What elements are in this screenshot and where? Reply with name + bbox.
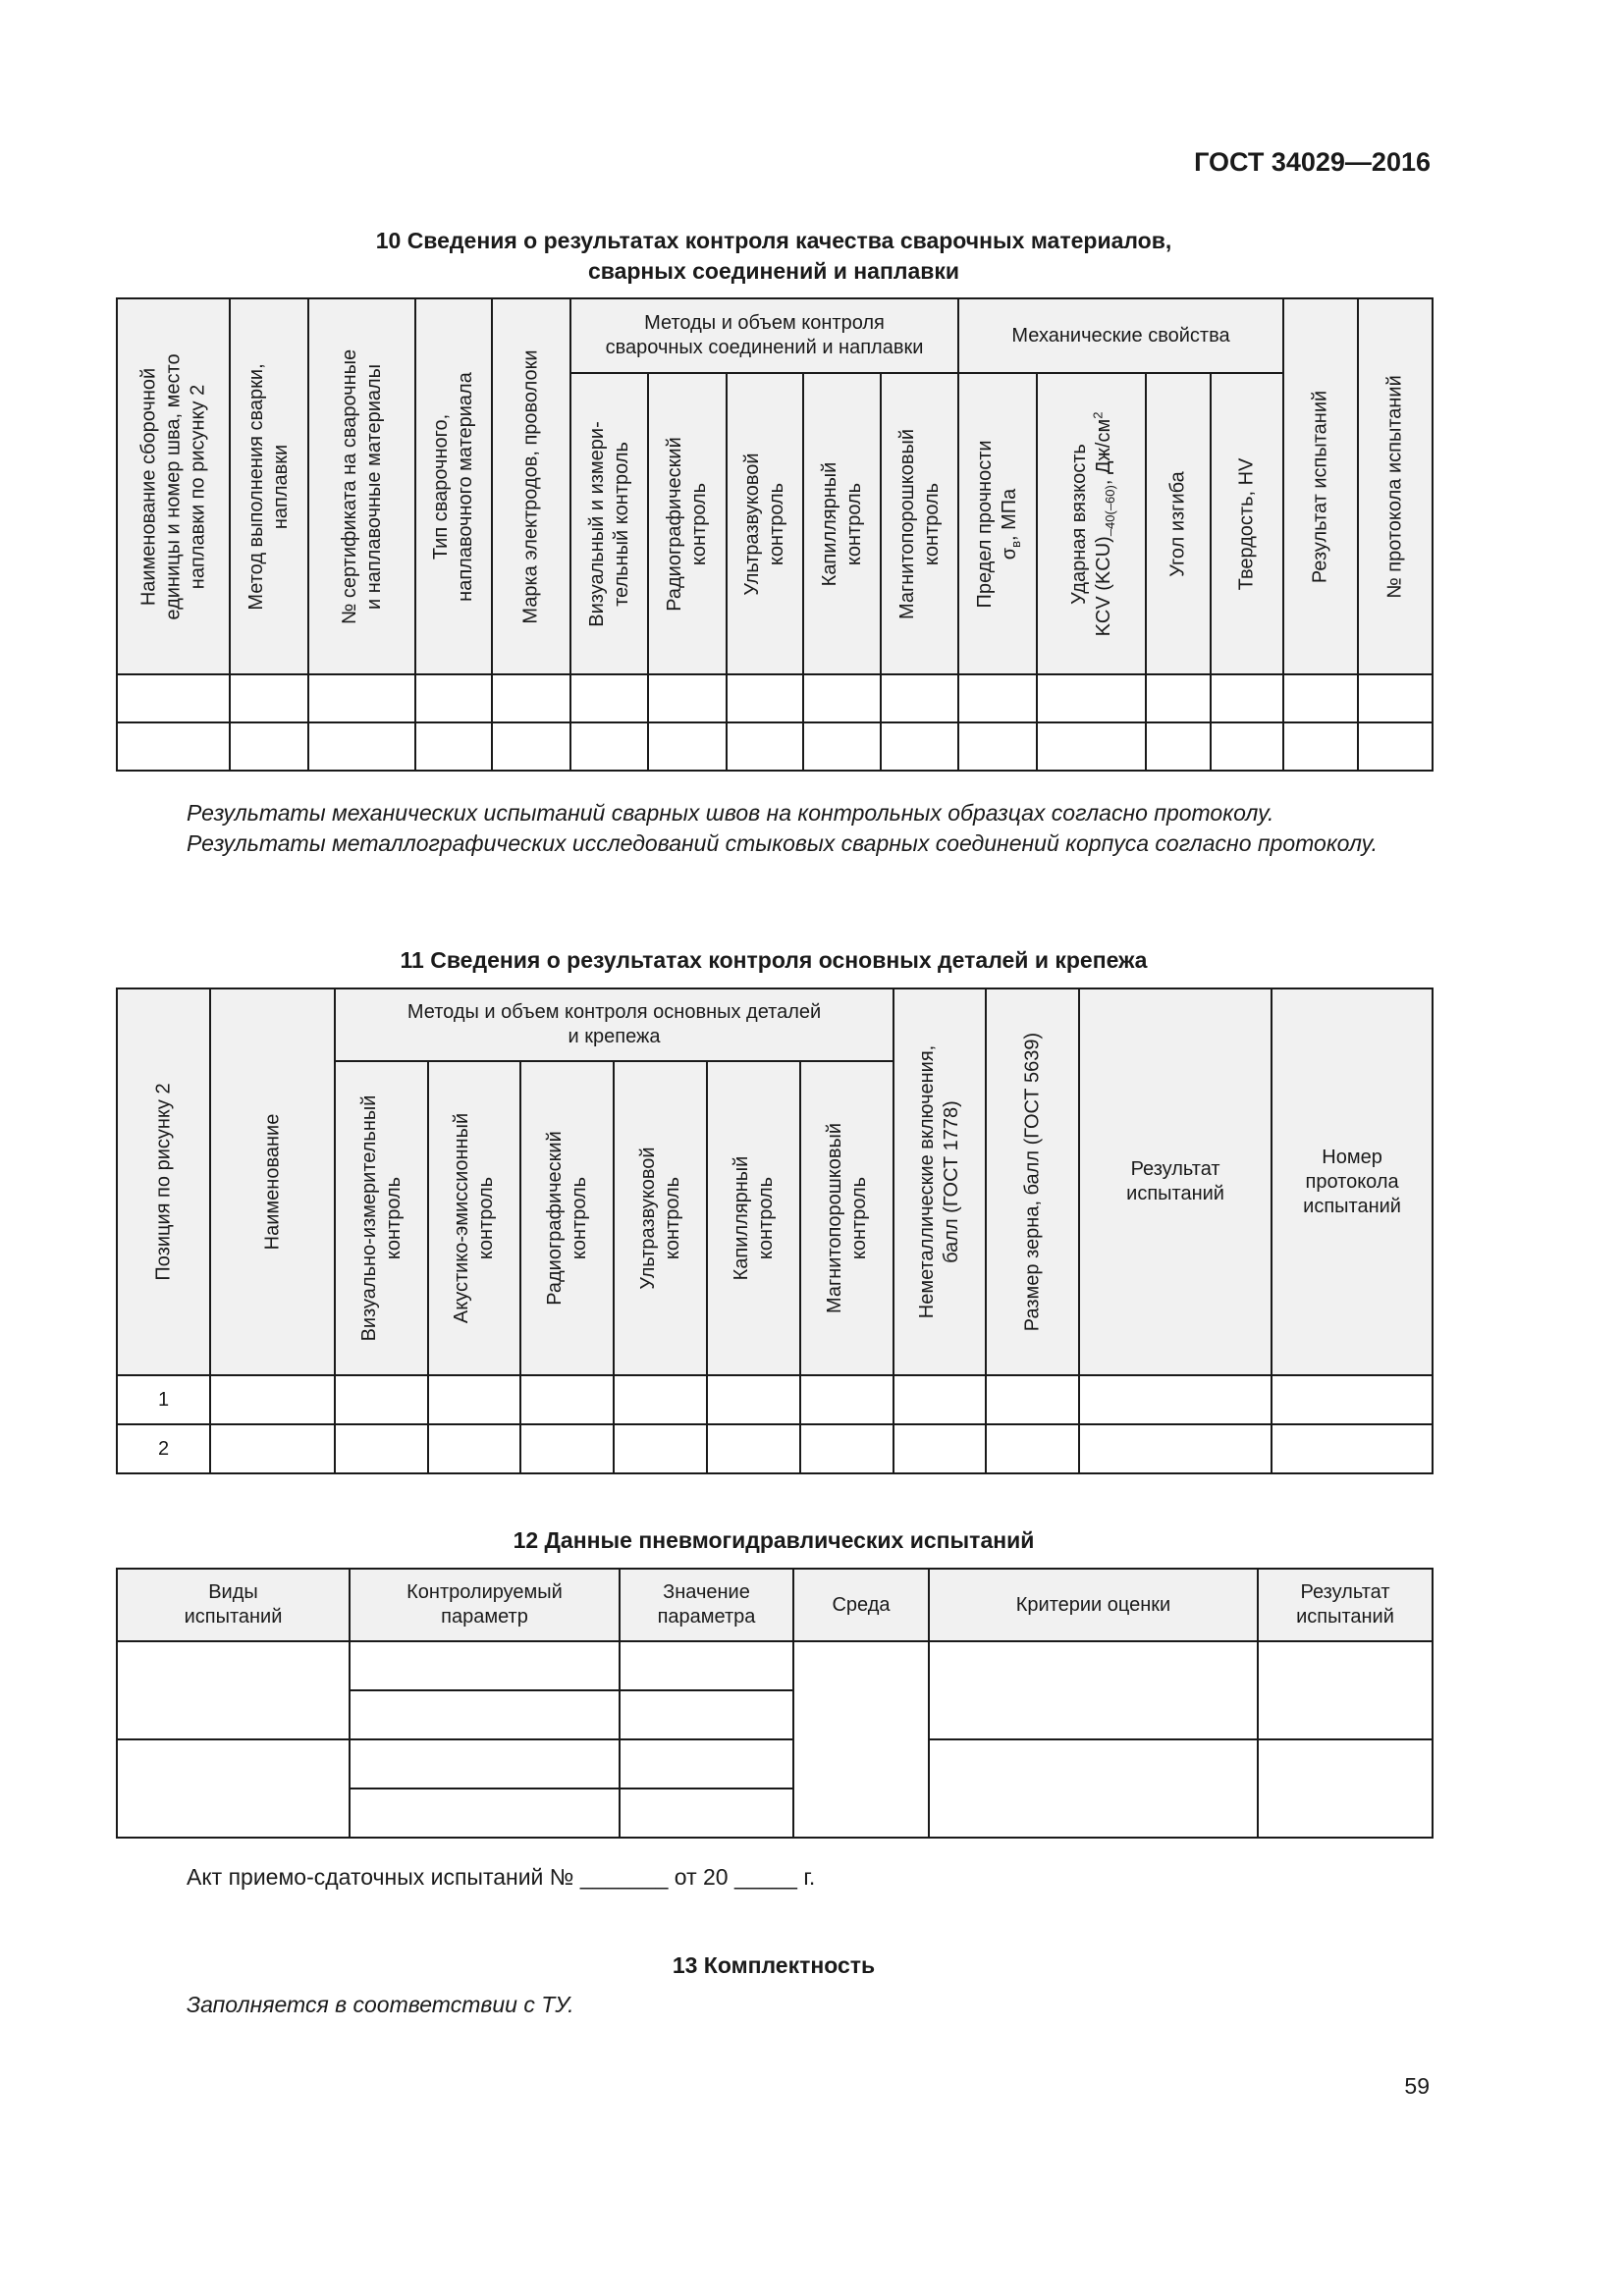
col-header-welding-method: Метод выполнения сварки, наплавки: [230, 298, 308, 674]
col-header-hardness: Твердость, HV: [1211, 373, 1283, 674]
col-header-medium: Среда: [793, 1569, 929, 1641]
table-row: [117, 1739, 1433, 1789]
table-welding-control: [116, 297, 1434, 772]
section-11-title: 11 Сведения о результатах контроля основных деталей и крепежа: [400, 947, 1148, 973]
page-number: 59: [1404, 2073, 1430, 2099]
row-position: 1: [117, 1375, 210, 1424]
acceptance-act-line: Акт приемо-сдаточных испытаний № _______ от 20 _____ г.: [187, 1864, 816, 1890]
col-header-parameter-value: Значение параметра: [620, 1569, 793, 1641]
section-10-title: 10 Сведения о результатах контроля качества сварочных материалов, сварных соединений и наплавки: [375, 228, 1172, 284]
row-position: 2: [117, 1424, 210, 1473]
col-header-name: Наименование: [210, 988, 335, 1375]
col-header-capillary-2: Капиллярный контроль: [707, 1061, 800, 1375]
col-header-grain-size: Размер зерна, балл (ГОСТ 5639): [986, 988, 1079, 1375]
col-header-radiographic-2: Радиографический контроль: [520, 1061, 614, 1375]
col-header-ultrasonic: Ультразвуковой контроль: [727, 373, 803, 674]
col-header-test-result: Результат испытаний: [1079, 988, 1272, 1375]
group-header-parts-methods: Методы и объем контроля основных деталей и крепежа: [335, 988, 893, 1061]
section-12-title: 12 Данные пневмогидравлических испытаний: [513, 1527, 1035, 1553]
col-header-protocol: № протокола испытаний: [1358, 298, 1433, 674]
col-header-assembly: Наименование сборочной единицы и номер шва, место наплавки по рисунку 2: [117, 298, 230, 674]
standard-designation: ГОСТ 34029—2016: [1194, 147, 1431, 177]
section-13-title: 13 Комплектность: [672, 1952, 876, 1978]
col-header-visual: Визуальный и измери- тельный контроль: [570, 373, 648, 674]
col-header-certificate: № сертификата на сварочные и наплавочные материалы: [308, 298, 415, 674]
col-header-protocol-number: Номер протокола испытаний: [1272, 988, 1433, 1375]
col-header-result: Результат испытаний: [1258, 1569, 1433, 1641]
col-header-material-type: Тип сварочного, наплавочного материала: [415, 298, 492, 674]
group-header-mechanical: Механические свойства: [958, 298, 1283, 373]
col-header-bend-angle: Угол изгиба: [1146, 373, 1211, 674]
col-header-test-type: Виды испытаний: [117, 1569, 350, 1641]
col-header-nonmetallic: Неметаллические включения, балл (ГОСТ 1778): [893, 988, 986, 1375]
col-header-magnetic: Магнитопорошковый контроль: [881, 373, 958, 674]
col-header-controlled-parameter: Контролируемый параметр: [350, 1569, 620, 1641]
col-header-tensile-strength: Предел прочности $\sigma_в$, МПа: [958, 373, 1037, 674]
col-header-radiographic: Радиографический контроль: [648, 373, 727, 674]
col-header-position: Позиция по рисунку 2: [117, 988, 210, 1375]
paragraph-metallographic: Результаты металлографических исследований стыковых сварных соединений корпуса согласно протоколу.: [187, 830, 1379, 856]
table-row: [117, 722, 1433, 771]
table-row: [117, 1375, 1433, 1424]
col-header-criteria: Критерии оценки: [929, 1569, 1258, 1641]
group-header-methods: Методы и объем контроля сварочных соединений и наплавки: [570, 298, 958, 373]
col-header-acoustic-emission: Акустико-эмиссионный контроль: [428, 1061, 520, 1375]
col-header-ultrasonic-2: Ультразвуковой контроль: [614, 1061, 707, 1375]
col-header-impact-toughness: Ударная вязкость KCV $(KCU)_{-40(-60)}$, $Дж/см^2$: [1037, 373, 1146, 674]
col-header-magnetic-2: Магнитопорошковый контроль: [800, 1061, 893, 1375]
col-header-capillary: Капиллярный контроль: [803, 373, 881, 674]
paragraph-mechanical-tests: Результаты механических испытаний сварных швов на контрольных образцах согласно протоколу.: [187, 800, 1274, 826]
col-header-electrode-brand: Марка электродов, проволоки: [492, 298, 570, 674]
table-row: [117, 674, 1433, 722]
table-parts-control: [116, 988, 1434, 1474]
table-row: [117, 1424, 1433, 1473]
col-header-visual-measuring: Визуально-измерительный контроль: [335, 1061, 428, 1375]
table-row: [117, 1641, 1433, 1690]
completeness-text: Заполняется в соответствии с ТУ.: [187, 1992, 574, 2017]
col-header-result: Результат испытаний: [1283, 298, 1358, 674]
table-pneumohydraulic-tests: [116, 1568, 1434, 1839]
